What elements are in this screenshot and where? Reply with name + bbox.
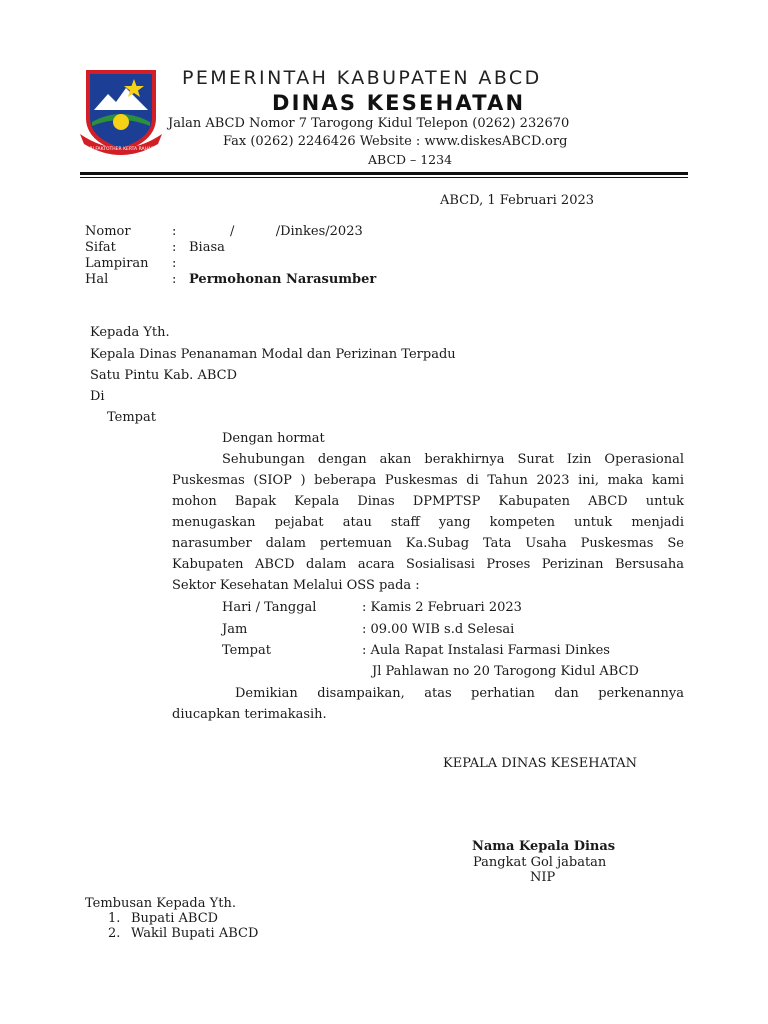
paragraph-line: mohon Bapak Kepala Dinas DPMPTSP Kabupaten ABCD untuk bbox=[172, 494, 684, 509]
cc-item: Bupati ABCD bbox=[131, 911, 219, 926]
government-name: PEMERINTAH KABUPATEN ABCD bbox=[182, 67, 542, 89]
meta-sep: : bbox=[172, 240, 177, 255]
paragraph-line: Puskesmas (SIOP ) beberapa Puskesmas di Tahun 2023 ini, maka kami bbox=[172, 473, 684, 488]
meta-sep: : bbox=[172, 224, 177, 239]
recipient-office: Kepala Dinas Penanaman Modal dan Perizinan Terpadu bbox=[90, 347, 456, 362]
signatory-title: KEPALA DINAS KESEHATAN bbox=[443, 756, 637, 771]
paragraph-line: Sektor Kesehatan Melalui OSS pada : bbox=[172, 578, 420, 593]
meta-label: Lampiran bbox=[85, 256, 149, 271]
recipient-place: Tempat bbox=[107, 410, 156, 425]
cc-item-number: 2. bbox=[108, 926, 121, 941]
paragraph-line: narasumber dalam pertemuan Ka.Subag Tata Usaha Puskesmas Se bbox=[172, 536, 684, 551]
signatory-nip: NIP bbox=[530, 870, 556, 885]
cc-heading: Tembusan Kepada Yth. bbox=[85, 896, 236, 911]
greeting: Dengan hormat bbox=[222, 431, 325, 446]
regency-logo bbox=[78, 66, 164, 158]
meta-label: Hal bbox=[85, 272, 109, 287]
meta-value-number: / /Dinkes/2023 bbox=[230, 224, 363, 239]
office-address: Jalan ABCD Nomor 7 Tarogong Kidul Telepon (0262) 232670 bbox=[168, 116, 570, 131]
meta-label: Nomor bbox=[85, 224, 131, 239]
recipient-office-cont: Satu Pintu Kab. ABCD bbox=[90, 368, 237, 383]
letterhead-divider-thick bbox=[80, 172, 688, 175]
fax-website: Fax (0262) 2246426 Website : www.diskesABCD.org bbox=[223, 134, 568, 149]
signatory-name: Nama Kepala Dinas bbox=[472, 839, 616, 854]
department-name: DINAS KESEHATAN bbox=[272, 91, 526, 115]
recipient-di: Di bbox=[90, 389, 105, 404]
schedule-label: Hari / Tanggal bbox=[222, 600, 317, 615]
cc-item-number: 1. bbox=[108, 911, 121, 926]
paragraph-line: menugaskan pejabat atau staff yang kompeten untuk menjadi bbox=[172, 515, 684, 530]
schedule-value: Jl Pahlawan no 20 Tarogong Kidul ABCD bbox=[372, 664, 639, 679]
postal-code: ABCD – 1234 bbox=[368, 152, 453, 167]
date-line: ABCD, 1 Februari 2023 bbox=[440, 193, 595, 208]
meta-value-subject: Permohonan Narasumber bbox=[189, 272, 377, 287]
letterhead-divider-thin bbox=[80, 177, 688, 178]
schedule-label: Tempat bbox=[222, 643, 271, 658]
cc-item: Wakil Bupati ABCD bbox=[131, 926, 259, 941]
meta-sep: : bbox=[172, 272, 177, 287]
logo-ribbon-text: SARI FAKTOTHER KERTA RAHARJA bbox=[83, 147, 159, 152]
schedule-value: : Kamis 2 Februari 2023 bbox=[362, 600, 522, 615]
schedule-value: : Aula Rapat Instalasi Farmasi Dinkes bbox=[362, 643, 610, 658]
meta-sep: : bbox=[172, 256, 177, 271]
closing-line: Demikian disampaikan, atas perhatian dan perkenannya bbox=[235, 686, 684, 701]
meta-value-nature: Biasa bbox=[189, 240, 225, 255]
schedule-value: : 09.00 WIB s.d Selesai bbox=[362, 622, 515, 637]
signatory-rank: Pangkat Gol jabatan bbox=[473, 855, 607, 870]
paragraph-line: Kabupaten ABCD dalam acara Sosialisasi Proses Perizinan Bersusaha bbox=[172, 557, 684, 572]
paragraph-line: Sehubungan dengan akan berakhirnya Surat Izin Operasional bbox=[222, 452, 684, 467]
recipient-salutation: Kepada Yth. bbox=[90, 325, 170, 340]
schedule-label: Jam bbox=[222, 622, 248, 637]
meta-label: Sifat bbox=[85, 240, 116, 255]
closing-line: diucapkan terimakasih. bbox=[172, 707, 327, 722]
